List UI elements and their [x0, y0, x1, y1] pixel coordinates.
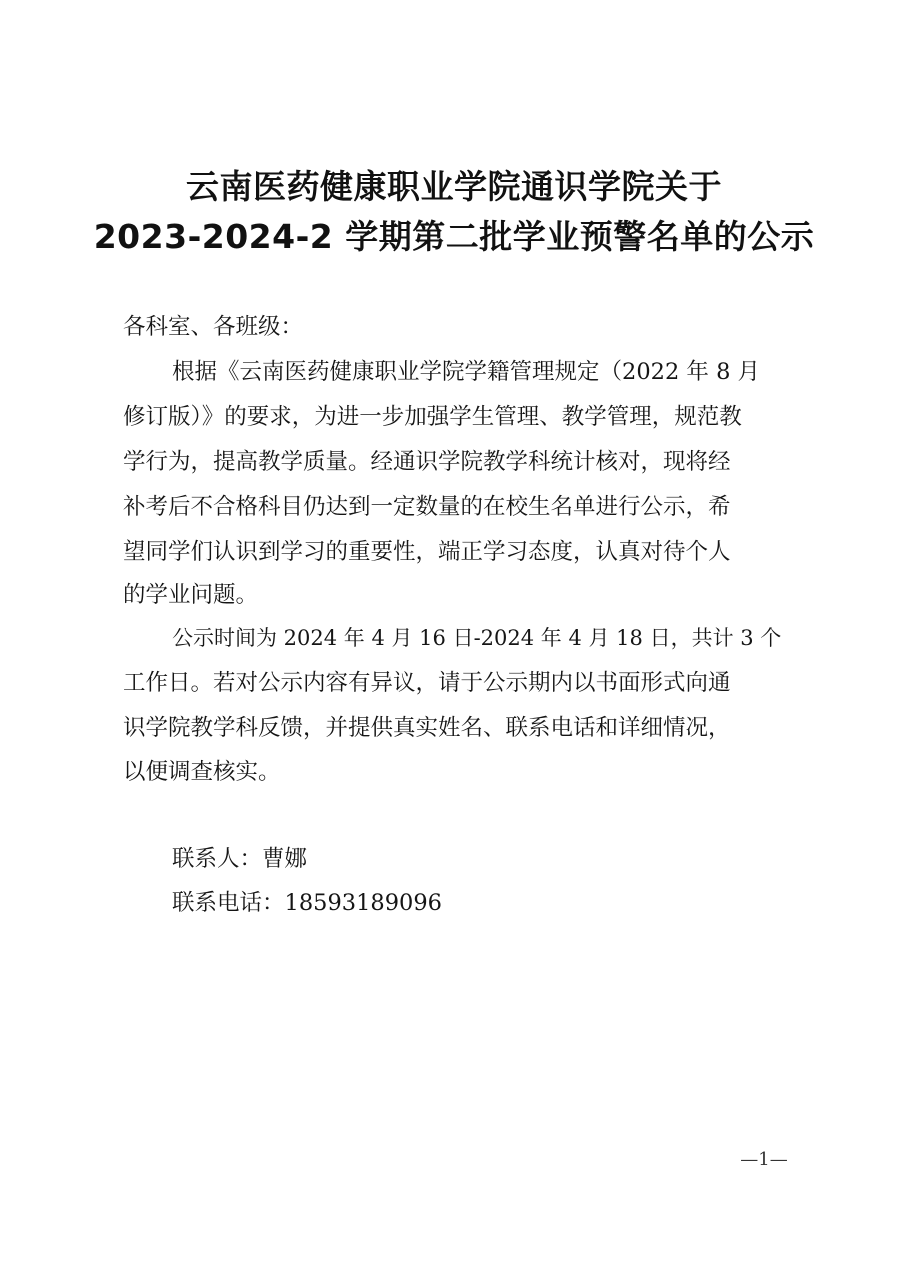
paragraph-1-line: 根据《云南医药健康职业学院学籍管理规定（2022 年 8 月	[172, 359, 761, 385]
paragraph-2-line: 识学院教学科反馈，并提供真实姓名、联系电话和详细情况，	[123, 715, 731, 741]
document-title-line-1: 云南医药健康职业学院通识学院关于	[186, 167, 722, 206]
document-title-line-2: 2023-2024-2 学期第二批学业预警名单的公示	[93, 217, 815, 256]
contact-person: 联系人：曹娜	[172, 846, 308, 872]
paragraph-1-line: 的学业问题。	[123, 582, 259, 608]
salutation: 各科室、各班级：	[123, 314, 304, 340]
paragraph-2-line: 工作日。若对公示内容有异议，请于公示期内以书面形式向通	[123, 670, 731, 696]
paragraph-1-line: 望同学们认识到学习的重要性，端正学习态度，认真对待个人	[123, 539, 731, 565]
page-number: —1—	[740, 1149, 788, 1170]
paragraph-2-line: 以便调查核实。	[123, 759, 281, 785]
paragraph-1-line: 修订版）》的要求，为进一步加强学生管理、教学管理，规范教	[123, 404, 742, 430]
contact-phone: 联系电话：18593189096	[172, 890, 442, 916]
paragraph-1-line: 学行为，提高教学质量。经通识学院教学科统计核对，现将经	[123, 449, 731, 475]
paragraph-2-line: 公示时间为 2024 年 4 月 16 日-2024 年 4 月 18 日，共计 3 个	[172, 626, 782, 650]
paragraph-1-line: 补考后不合格科目仍达到一定数量的在校生名单进行公示，希	[123, 494, 731, 520]
